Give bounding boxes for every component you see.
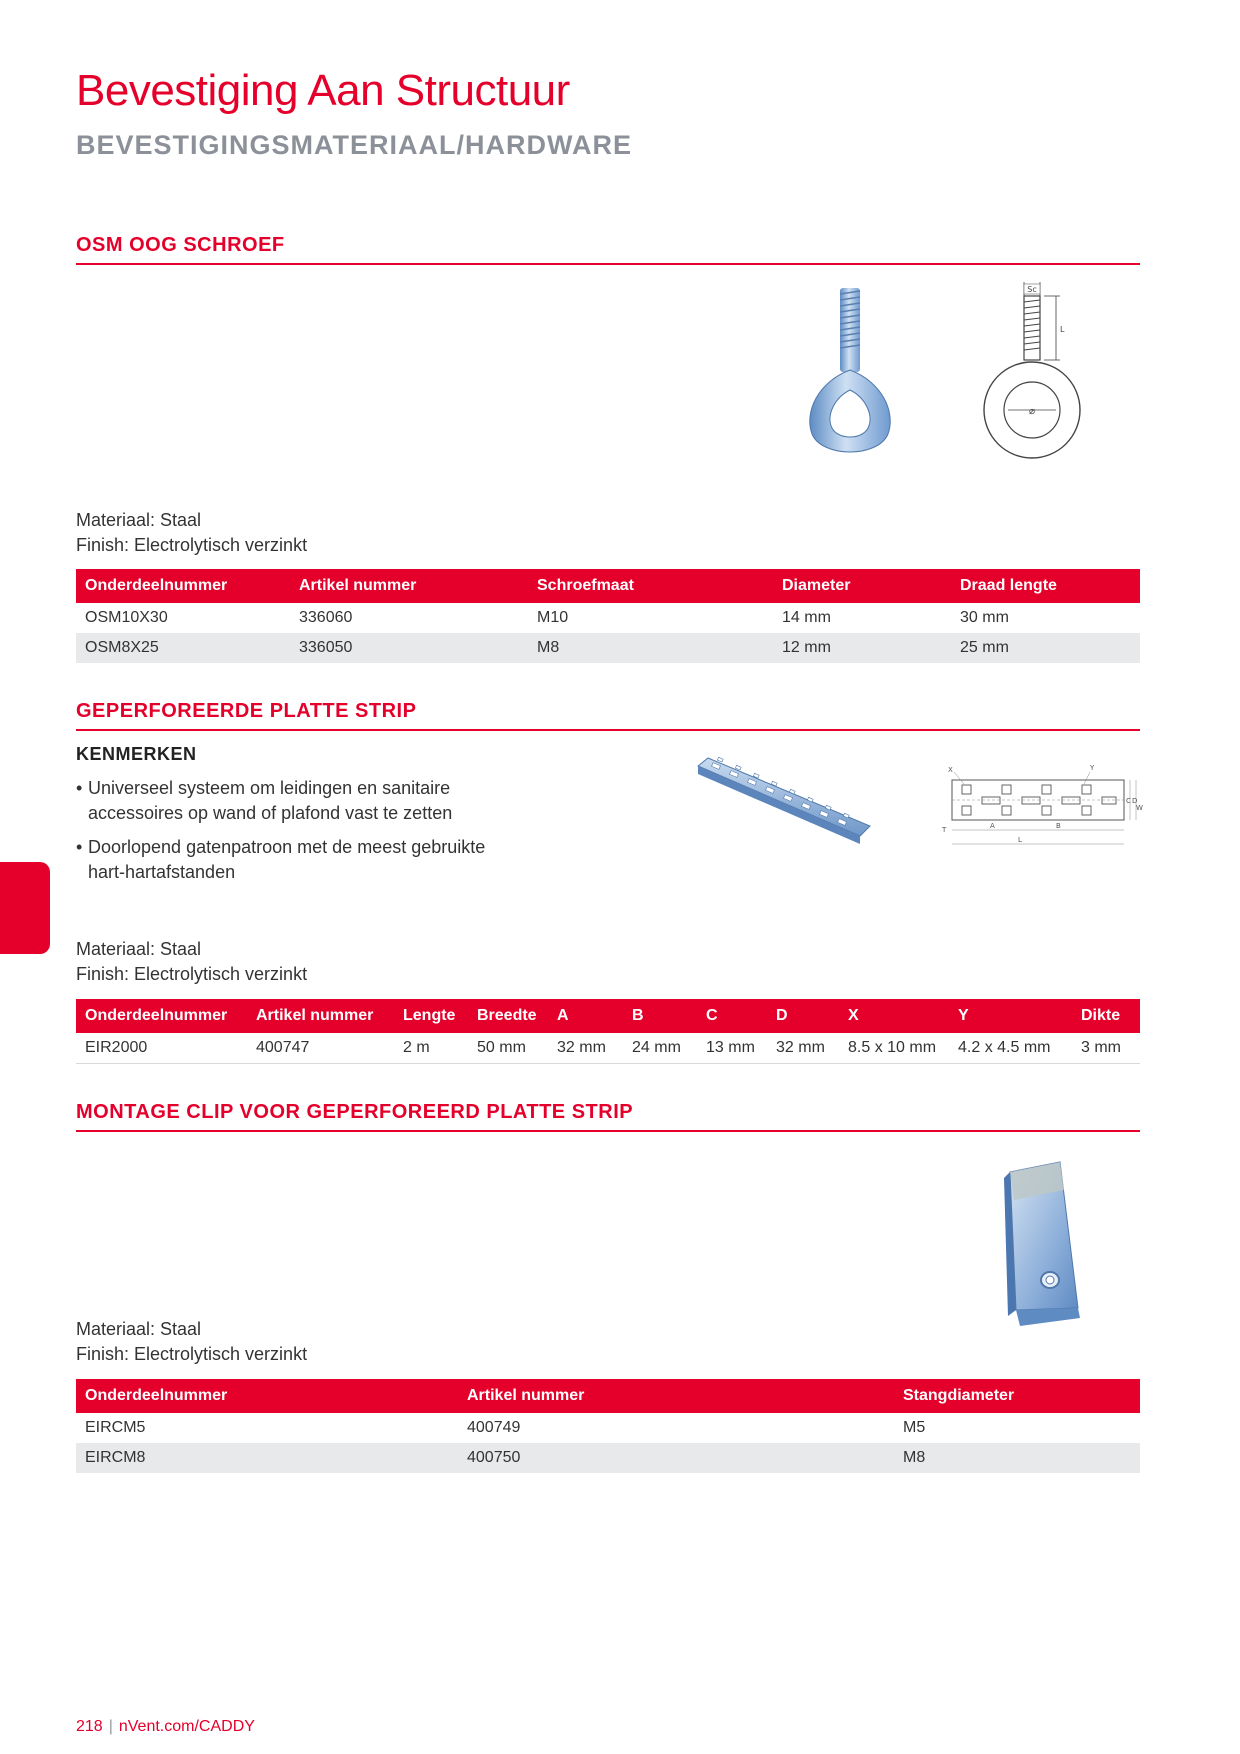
column-header: Y	[949, 999, 1072, 1033]
drawing-label-l: L	[1060, 325, 1065, 334]
table-cell: 14 mm	[773, 603, 951, 633]
table-cell: 336060	[290, 603, 528, 633]
features-list	[76, 776, 496, 894]
column-header: Onderdeelnummer	[76, 999, 247, 1033]
table-cell: EIRCM8	[76, 1443, 458, 1473]
table-cell: 30 mm	[951, 603, 1140, 633]
column-header: B	[623, 999, 697, 1033]
table-row	[76, 1443, 1140, 1473]
column-header: Onderdeelnummer	[76, 569, 290, 603]
column-header: Onderdeelnummer	[76, 1379, 458, 1413]
table-header-row	[76, 569, 1140, 603]
drawing-label-diameter: ⌀	[1028, 406, 1036, 417]
column-header: Artikel nummer	[290, 569, 528, 603]
drawing-label-x: X	[948, 766, 953, 774]
column-header: Stangdiameter	[894, 1379, 1140, 1413]
table-row	[76, 1413, 1140, 1443]
column-header: Lengte	[394, 999, 468, 1033]
table-cell: 3 mm	[1072, 1033, 1140, 1063]
clip-properties	[76, 1317, 307, 1367]
column-header: Dikte	[1072, 999, 1140, 1033]
osm-material: Materiaal: Staal	[76, 510, 202, 530]
mounting-clip-photo	[998, 1160, 1094, 1332]
clip-material: Materiaal: Staal	[76, 1319, 202, 1339]
list-item: • Doorlopend gatenpatroon met de meest gebruikte hart-hartafstanden	[76, 837, 486, 882]
strip-finish: Finish: Electrolytisch verzinkt	[76, 964, 308, 984]
table-header-row	[76, 1379, 1140, 1413]
drawing-label-t: T	[942, 826, 947, 834]
column-header: X	[839, 999, 949, 1033]
table-cell: 25 mm	[951, 633, 1140, 663]
drawing-label-b: B	[1056, 822, 1061, 830]
table-cell: M5	[894, 1413, 1140, 1443]
table-cell: 8.5 x 10 mm	[839, 1033, 949, 1063]
column-header: D	[767, 999, 839, 1033]
page-number: 218	[76, 1718, 103, 1735]
clip-spec-table	[76, 1379, 1140, 1473]
table-cell: OSM8X25	[76, 633, 290, 663]
table-cell: 13 mm	[697, 1033, 767, 1063]
table-row	[76, 603, 1140, 633]
eye-bolt-photo	[800, 286, 900, 458]
strip-properties	[76, 937, 307, 987]
clip-finish: Finish: Electrolytisch verzinkt	[76, 1344, 308, 1364]
table-cell: 24 mm	[623, 1033, 697, 1063]
chapter-tab	[0, 862, 50, 954]
drawing-label-c: C	[1126, 797, 1131, 805]
column-header: Diameter	[773, 569, 951, 603]
strip-material: Materiaal: Staal	[76, 939, 202, 959]
table-cell: M10	[528, 603, 773, 633]
page-title: Bevestiging Aan Structuur	[76, 66, 570, 115]
column-header: Breedte	[468, 999, 548, 1033]
drawing-label-sc: Sc	[1027, 285, 1037, 294]
drawing-label-l: L	[1018, 836, 1022, 844]
table-cell: 336050	[290, 633, 528, 663]
footer-site-link[interactable]: nVent.com/CADDY	[118, 1718, 255, 1735]
page-subtitle: BEVESTIGINGSMATERIAAL/HARDWARE	[76, 130, 633, 160]
feature-text: Doorlopend gatenpatroon met de meest gebruikte hart-hartafstanden	[88, 837, 486, 882]
table-cell: 400749	[458, 1413, 894, 1443]
column-header: C	[697, 999, 767, 1033]
table-cell: EIR2000	[76, 1033, 247, 1063]
features-title: KENMERKEN	[76, 744, 197, 764]
perforated-strip-drawing	[940, 760, 1143, 852]
drawing-label-d: D	[1132, 797, 1138, 805]
table-cell: 400750	[458, 1443, 894, 1473]
table-row	[76, 1033, 1140, 1063]
table-cell: M8	[894, 1443, 1140, 1473]
eye-bolt-drawing	[978, 276, 1090, 462]
osm-properties	[76, 508, 307, 558]
column-header: Artikel nummer	[247, 999, 394, 1033]
table-cell: 12 mm	[773, 633, 951, 663]
osm-finish: Finish: Electrolytisch verzinkt	[76, 535, 308, 555]
table-row	[76, 633, 1140, 663]
column-header: Artikel nummer	[458, 1379, 894, 1413]
table-cell: 400747	[247, 1033, 394, 1063]
column-header: A	[548, 999, 623, 1033]
strip-spec-table	[76, 999, 1140, 1064]
drawing-label-y: Y	[1090, 764, 1095, 772]
footer-separator: |	[108, 1718, 113, 1735]
table-cell: 50 mm	[468, 1033, 548, 1063]
table-header-row	[76, 999, 1140, 1033]
drawing-label-w: W	[1136, 804, 1143, 812]
section-heading-osm: OSM OOG SCHROEF	[76, 234, 1140, 265]
table-cell: OSM10X30	[76, 603, 290, 633]
table-cell: 4.2 x 4.5 mm	[949, 1033, 1072, 1063]
column-header: Schroefmaat	[528, 569, 773, 603]
drawing-label-a: A	[990, 822, 995, 830]
table-cell: M8	[528, 633, 773, 663]
perforated-strip-photo	[694, 754, 878, 854]
feature-text: Universeel systeem om leidingen en sanitaire accessoires op wand of plafond vast te zetten	[88, 778, 453, 823]
page-footer	[76, 1718, 255, 1736]
table-cell: 2 m	[394, 1033, 468, 1063]
osm-spec-table	[76, 569, 1140, 663]
table-cell: EIRCM5	[76, 1413, 458, 1443]
table-cell: 32 mm	[767, 1033, 839, 1063]
list-item: • Universeel systeem om leidingen en sanitaire accessoires op wand of plafond vast te zetten	[76, 778, 453, 823]
section-heading-strip: GEPERFOREERDE PLATTE STRIP	[76, 700, 1140, 731]
column-header: Draad lengte	[951, 569, 1140, 603]
table-cell: 32 mm	[548, 1033, 623, 1063]
section-heading-clip: MONTAGE CLIP VOOR GEPERFOREERD PLATTE STRIP	[76, 1101, 1140, 1132]
